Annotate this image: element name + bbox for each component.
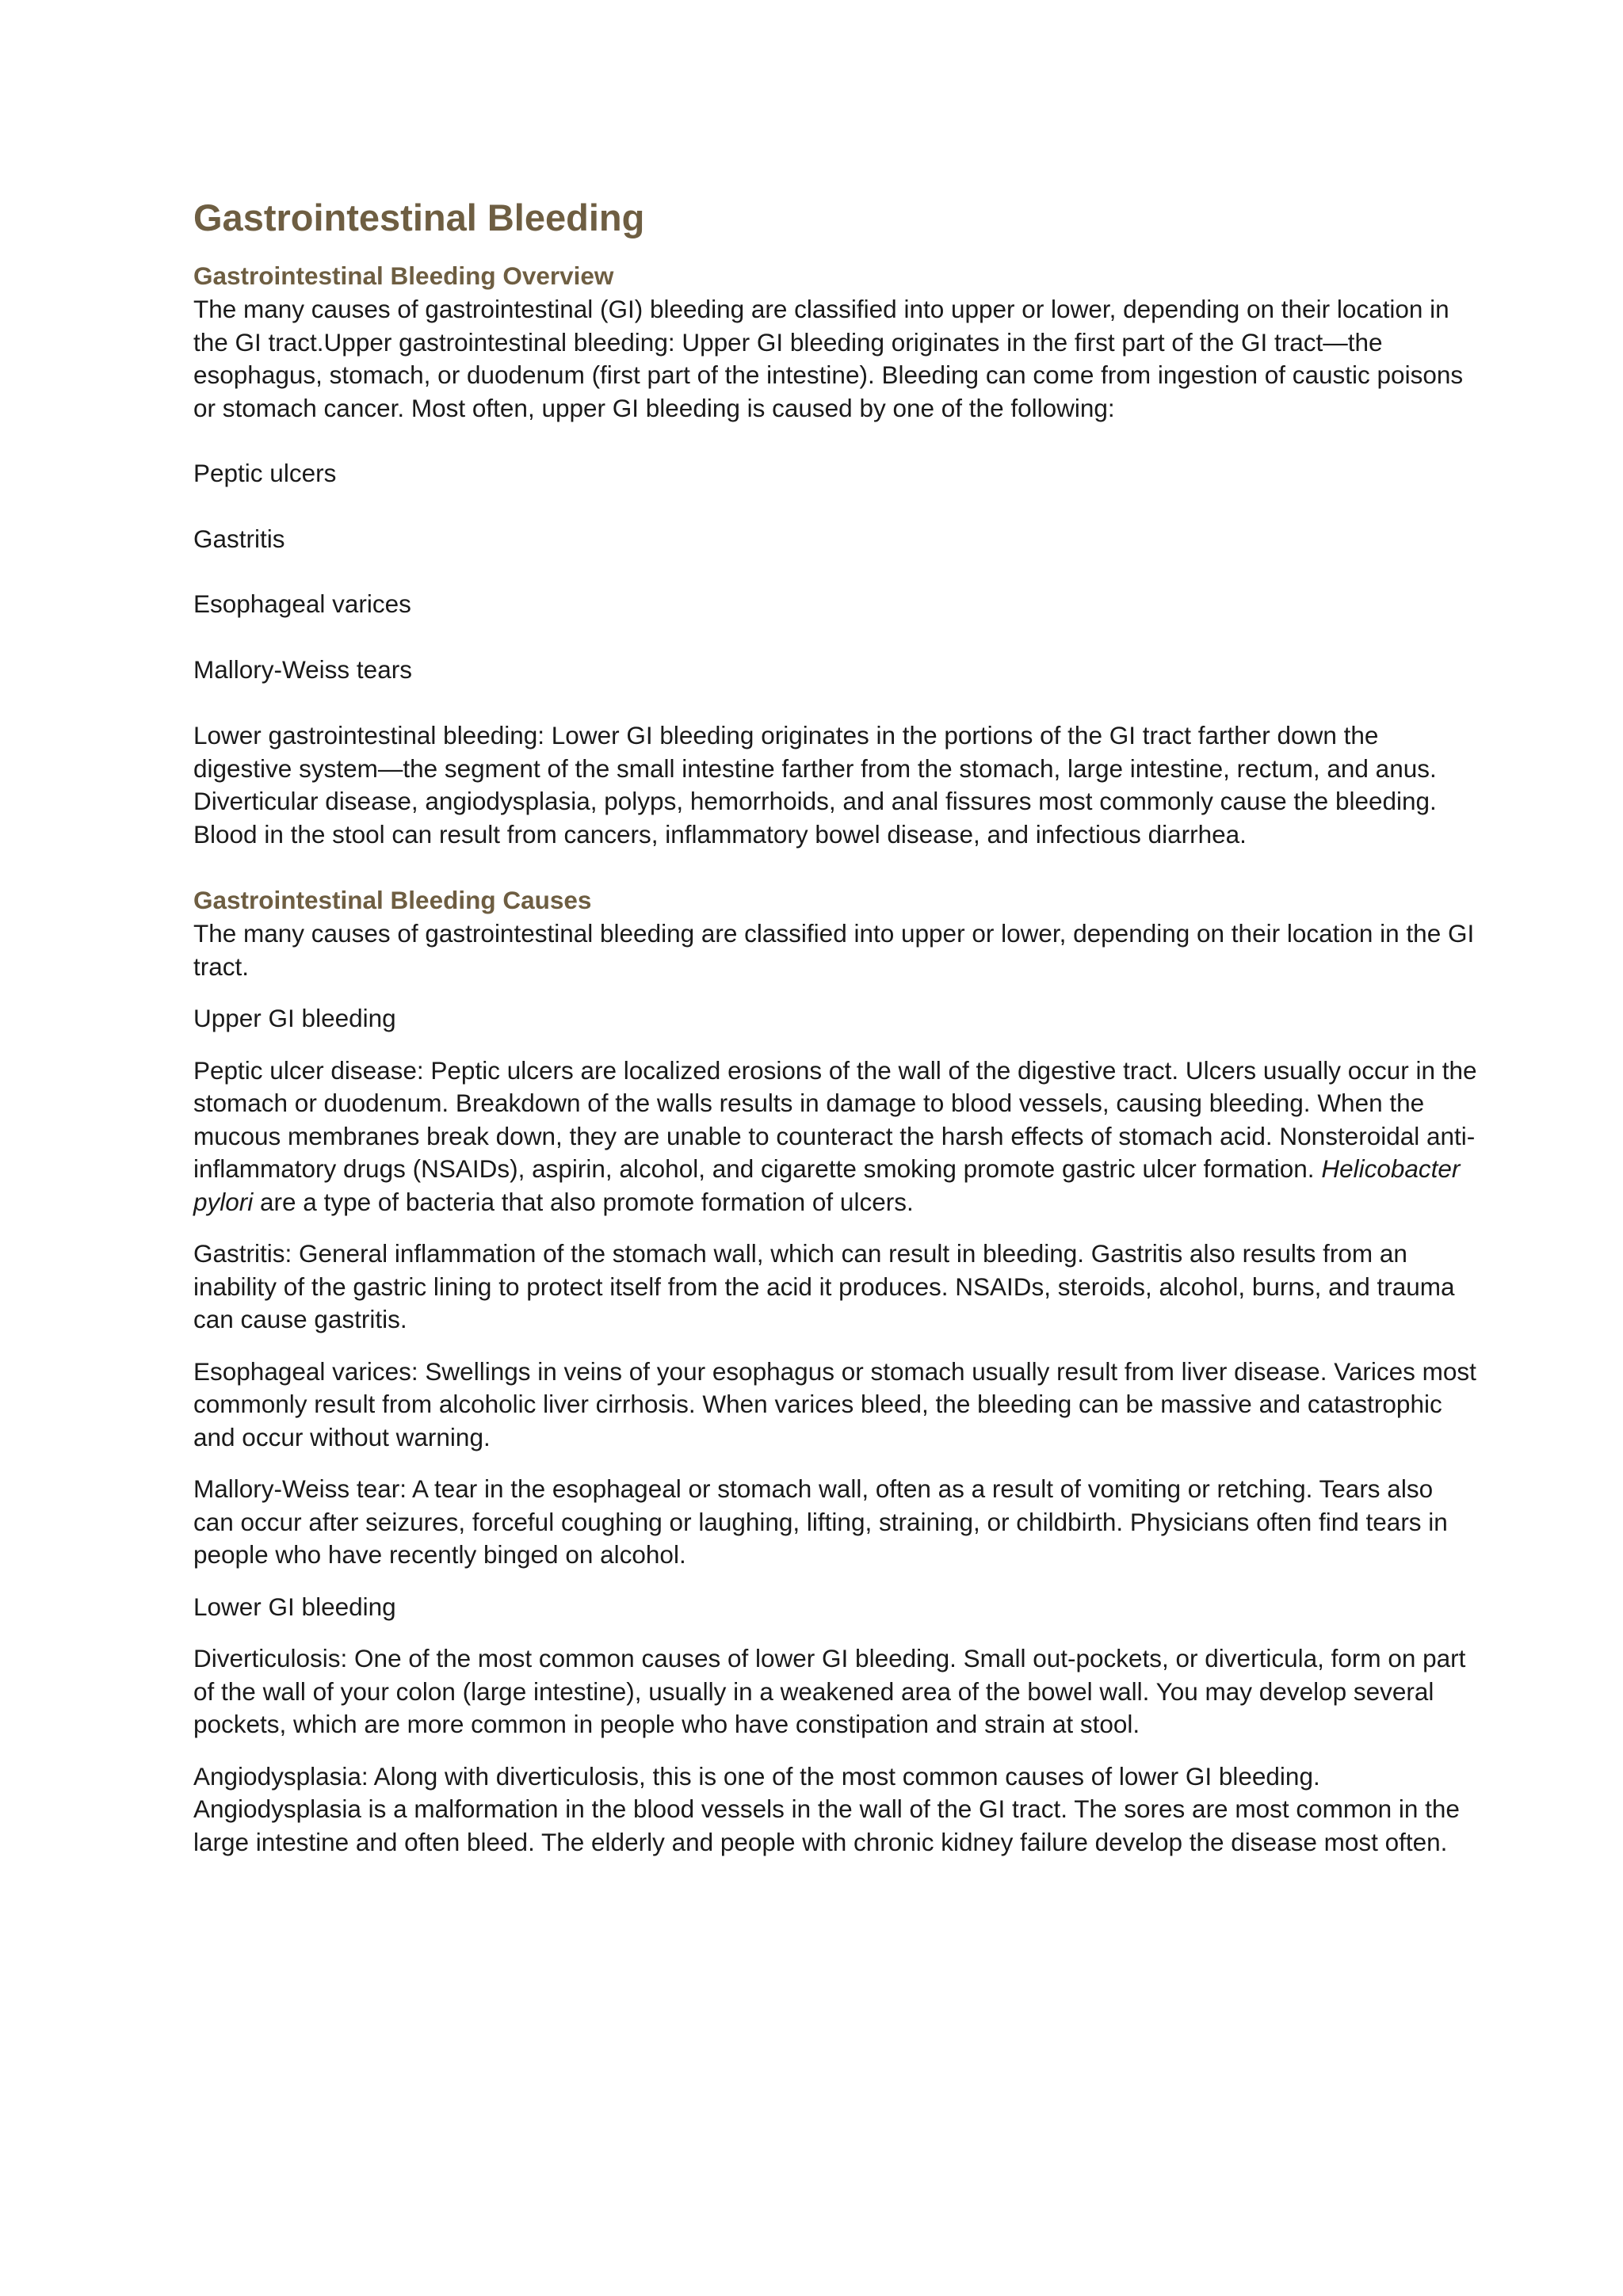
mallory-weiss-paragraph: Mallory-Weiss tear: A tear in the esophageal or stomach wall, often as a result of vomiting or retching. Tears also can occur after seizures, forceful coughing or laughing, lifting, straining, or childbirth. Physicians often find tears in people who have recently binged on alcohol. — [193, 1474, 1448, 1569]
lower-bleeding-paragraph: Lower gastrointestinal bleeding: Lower GI bleeding originates in the portions of the GI tract farther down the digestive system—the segment of the small intestine farther from the stomach, large intestine, rectum, and anus. Diverticular disease, angiodysplasia, polyps, hemorrhoids, and anal fissures most commonly cause the bleeding. Blood in the stool can result from cancers, inflammatory bowel disease, and infectious diarrhea. — [193, 721, 1437, 849]
overview-intro: The many causes of gastrointestinal (GI) bleeding are classified into upper or lower, depending on their location in the GI tract.Upper gastrointestinal bleeding: Upper GI bleeding originates in the first part of the GI tract—the esophagus, stomach, or duodenum (first part of the intestine). Bleeding can come from ingestion of caustic poisons or stomach cancer. Most often, upper GI bleeding is caused by one of the following: — [193, 295, 1464, 422]
peptic-text-end: are a type of bacteria that also promote formation of ulcers. — [253, 1187, 914, 1216]
angiodysplasia-paragraph: Angiodysplasia: Along with diverticulosis, this is one of the most common causes of lower GI bleeding. Angiodysplasia is a malformation in the blood vessels in the wall of the GI tract. The sores are most common in the large intestine and often bleed. The elderly and people with chronic kidney failure develop the disease most often. — [193, 1761, 1460, 1856]
peptic-text-start: Peptic ulcer disease: Peptic ulcers are localized erosions of the wall of the digestive tract. Ulcers usually occur in the stomach or duodenum. Breakdown of the walls results in damage to blood vessels, causing bleeding. When the mucous membranes break down, they are unable to counteract the harsh effects of stomach acid. Nonsteroidal anti-inflammatory drugs (NSAIDs), aspirin, alcohol, and cigarette smoking promote gastric ulcer formation. — [193, 1055, 1477, 1183]
bacteria-name: Helicobacter pylori — [193, 1154, 1461, 1216]
overview-heading: Gastrointestinal Bleeding Overview — [193, 261, 614, 290]
list-item: Gastritis — [193, 524, 285, 553]
upper-causes-list — [193, 457, 1477, 686]
causes-intro: The many causes of gastrointestinal bleeding are classified into upper or lower, depending on their location in the GI tract. — [193, 919, 1475, 981]
document-page — [193, 190, 1477, 1859]
list-item: Peptic ulcers — [193, 459, 337, 487]
diverticulosis-paragraph: Diverticulosis: One of the most common causes of lower GI bleeding. Small out-pockets, or diverticula, form on part of the wall of your colon (large intestine), usually in a weakened area of the bowel wall. You may develop several pockets, which are more common in people who have constipation and strain at stool. — [193, 1644, 1466, 1738]
list-item: Mallory-Weiss tears — [193, 654, 412, 684]
causes-heading: Gastrointestinal Bleeding Causes — [193, 886, 592, 914]
peptic-ulcer-paragraph — [193, 1055, 1477, 1219]
document-title: Gastrointestinal Bleeding — [193, 196, 645, 238]
upper-gi-label: Upper GI bleeding — [193, 1004, 396, 1032]
list-item: Esophageal varices — [193, 589, 411, 618]
gastritis-paragraph: Gastritis: General inflammation of the stomach wall, which can result in bleeding. Gastritis also results from an inability of the gastric lining to protect itself from the acid it produces. NSAIDs, steroids, alcohol, burns, and trauma can cause gastritis. — [193, 1239, 1455, 1333]
lower-gi-label: Lower GI bleeding — [193, 1592, 396, 1621]
varices-paragraph: Esophageal varices: Swellings in veins of your esophagus or stomach usually result from liver disease. Varices most commonly result from alcoholic liver cirrhosis. When varices bleed, the bleeding can be massive and catastrophic and occur without warning. — [193, 1356, 1476, 1451]
